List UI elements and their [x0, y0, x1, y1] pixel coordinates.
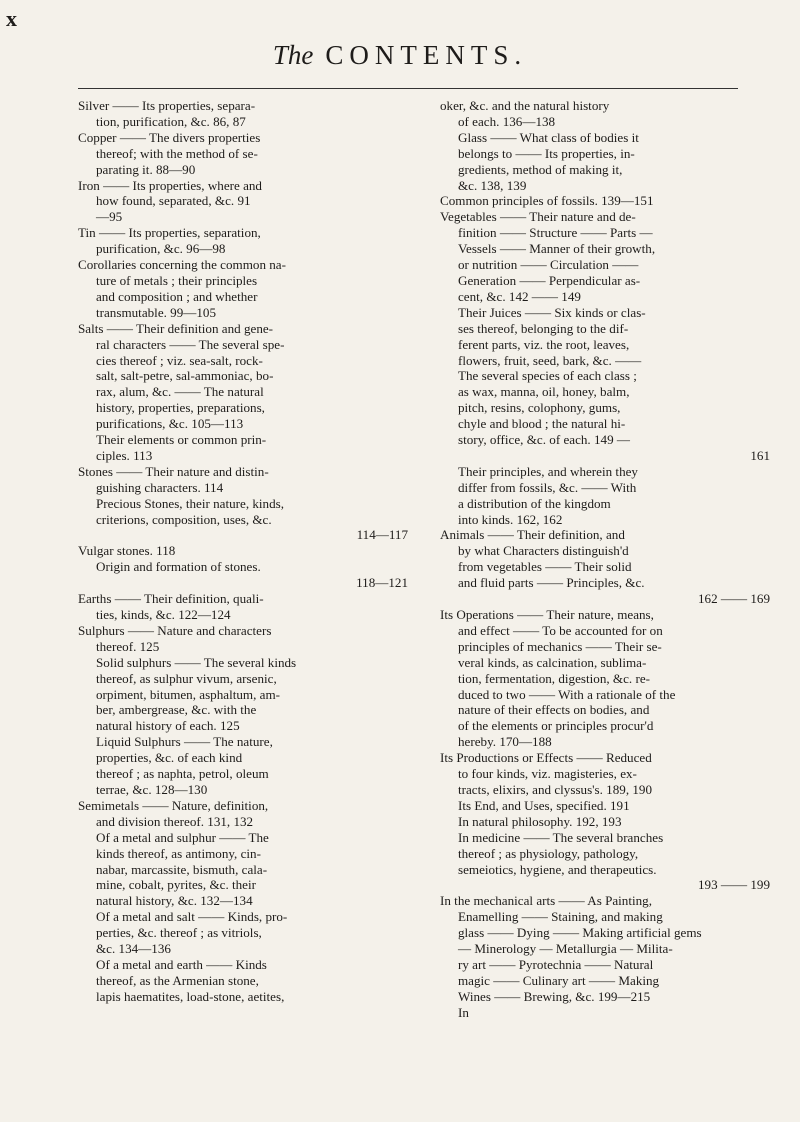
contents-line: as wax, manna, oil, honey, balm, — [458, 384, 630, 400]
contents-line: properties, &c. of each kind — [96, 750, 243, 766]
contents-line: Their Juices —— Six kinds or clas- — [458, 304, 646, 320]
contents-line: Liquid Sulphurs —— The nature, — [96, 734, 273, 750]
contents-left-column — [78, 98, 408, 1005]
contents-line: &c. 138, 139 — [458, 177, 527, 193]
contents-line: ry art —— Pyrotechnia —— Natural — [458, 956, 654, 972]
contents-entry — [78, 130, 408, 178]
contents-line: In natural philosophy. 192, 193 — [458, 813, 622, 829]
corner-mark: x — [6, 6, 17, 31]
contents-line: principles of mechanics —— Their se- — [458, 638, 662, 654]
contents-line: ses thereof, belonging to the dif- — [458, 320, 629, 336]
contents-line: Silver —— Its properties, separa- — [78, 98, 256, 113]
contents-line: thereof ; as physiology, pathology, — [458, 845, 639, 861]
contents-line: story, office, &c. of each. 149 — — [458, 432, 630, 448]
contents-line: Of a metal and salt —— Kinds, pro- — [96, 909, 288, 925]
contents-line: Its End, and Uses, specified. 191 — [458, 797, 630, 813]
contents-line: by what Characters distinguish'd — [458, 543, 629, 559]
contents-line: ciples. 113 — [96, 447, 153, 463]
contents-line: In — [458, 1004, 469, 1020]
contents-entry — [78, 178, 408, 226]
contents-line: from vegetables —— Their solid — [458, 559, 632, 575]
contents-line: purification, &c. 96—98 — [96, 241, 226, 257]
contents-line: Animals —— Their definition, and — [440, 527, 625, 543]
contents-entry — [440, 193, 770, 209]
contents-line: or nutrition —— Circulation —— — [458, 257, 639, 273]
contents-line: ties, kinds, &c. 122—124 — [96, 607, 231, 622]
contents-line: Tin —— Its properties, separation, — [78, 225, 261, 241]
contents-line: Their principles, and wherein they — [458, 463, 638, 479]
contents-line: cies thereof ; viz. sea-salt, rock- — [96, 352, 263, 368]
contents-line: and fluid parts —— Principles, &c. — [458, 575, 645, 591]
contents-line: tracts, elixirs, and clyssus's. 189, 190 — [458, 781, 653, 797]
contents-line: 118—121 — [356, 575, 408, 591]
contents-line: Corollaries concerning the common na- — [78, 257, 286, 273]
contents-line: nabar, marcassite, bismuth, cala- — [96, 861, 268, 877]
running-head — [0, 40, 800, 71]
contents-line: chyle and blood ; the natural hi- — [458, 416, 626, 432]
contents-line: 193 —— 199 — [697, 877, 770, 893]
contents-entry — [78, 591, 408, 623]
contents-line: perties, &c. thereof ; as vitriols, — [96, 925, 262, 941]
contents-entry — [440, 607, 770, 750]
contents-line: hereby. 170—188 — [458, 734, 552, 750]
contents-line: 161 — [750, 447, 770, 463]
contents-entry — [78, 798, 408, 1005]
contents-line: Glass —— What class of bodies it — [458, 129, 639, 145]
contents-line: Vessels —— Manner of their growth, — [458, 241, 656, 257]
contents-line: The several species of each class ; — [458, 368, 637, 384]
contents-line: criterions, composition, uses, &c. — [96, 511, 272, 527]
contents-line: lapis haematites, load-stone, aetites, — [96, 988, 285, 1004]
contents-line: Common principles of fossils. 139—151 — [440, 193, 654, 209]
contents-line: parating it. 88—90 — [96, 161, 196, 177]
contents-entry — [78, 543, 408, 591]
contents-line: duced to two —— With a rationale of the — [458, 686, 676, 702]
contents-line: to four kinds, viz. magisteries, ex- — [458, 766, 637, 782]
contents-entry — [440, 209, 770, 527]
contents-line: natural history of each. 125 — [96, 718, 240, 734]
contents-line: Enamelling —— Staining, and making — [458, 909, 663, 925]
contents-line: transmutable. 99—105 — [96, 304, 217, 320]
contents-line: semeiotics, hygiene, and therapeutics. — [458, 861, 657, 877]
contents-line: ture of metals ; their principles — [96, 272, 258, 288]
contents-line: guishing characters. 114 — [96, 479, 224, 495]
contents-line: a distribution of the kingdom — [458, 495, 611, 511]
contents-line: —95 — [96, 209, 123, 225]
contents-line: magic —— Culinary art —— Making — [458, 972, 660, 988]
contents-line: into kinds. 162, 162 — [458, 511, 563, 527]
contents-line: &c. 134—136 — [96, 941, 171, 957]
contents-line: Copper —— The divers properties — [78, 129, 261, 145]
contents-line: Earths —— Their definition, quali- — [78, 591, 264, 607]
contents-line: thereof, as the Armenian stone, — [96, 972, 259, 988]
contents-line: history, properties, preparations, — [96, 400, 265, 416]
contents-line: thereof; with the method of se- — [96, 145, 258, 161]
contents-line: thereof ; as naphta, petrol, oleum — [96, 766, 269, 782]
contents-line: glass —— Dying —— Making artificial gems — [458, 925, 702, 941]
contents-line: Vegetables —— Their nature and de- — [440, 209, 636, 225]
contents-line: and division thereof. 131, 132 — [96, 813, 254, 829]
contents-right-column — [440, 98, 770, 1021]
contents-line: Wines —— Brewing, &c. 199—215 — [458, 988, 651, 1004]
contents-entry — [78, 321, 408, 464]
contents-line: natural history, &c. 132—134 — [96, 893, 253, 909]
contents-line: veral kinds, as calcination, sublima- — [458, 654, 647, 670]
header-rule — [78, 88, 738, 89]
contents-line: and composition ; and whether — [96, 288, 258, 304]
contents-entry — [440, 750, 770, 893]
running-head-the: The — [272, 40, 314, 70]
contents-line: Solid sulphurs —— The several kinds — [96, 654, 297, 670]
contents-line: oker, &c. and the natural history — [440, 98, 610, 113]
contents-line: and effect —— To be accounted for on — [458, 622, 663, 638]
contents-entry — [440, 527, 770, 607]
contents-entry — [78, 98, 408, 130]
contents-line: Vulgar stones. 118 — [78, 543, 176, 559]
contents-line: of each. 136—138 — [458, 113, 556, 129]
contents-line: 114—117 — [356, 527, 408, 543]
contents-line: nature of their effects on bodies, and — [458, 702, 650, 718]
contents-line: cent, &c. 142 —— 149 — [458, 288, 581, 304]
contents-line: tion, purification, &c. 86, 87 — [96, 113, 246, 129]
contents-line: gredients, method of making it, — [458, 161, 623, 177]
contents-line: belongs to —— Its properties, in- — [458, 145, 635, 161]
contents-line: 162 —— 169 — [697, 591, 770, 607]
contents-line: In the mechanical arts —— As Painting, — [440, 893, 652, 909]
running-head-title: CONTENTS. — [325, 40, 528, 70]
contents-entry — [78, 623, 408, 798]
contents-line: Origin and formation of stones. — [96, 559, 261, 575]
contents-line: Its Productions or Effects —— Reduced — [440, 750, 652, 766]
contents-line: In medicine —— The several branches — [458, 829, 664, 845]
contents-line: orpiment, bitumen, asphaltum, am- — [96, 686, 281, 702]
contents-line: ferent parts, viz. the root, leaves, — [458, 336, 630, 352]
contents-line: Of a metal and sulphur —— The — [96, 829, 269, 845]
contents-line: flowers, fruit, seed, bark, &c. —— — [458, 352, 642, 368]
contents-line: rax, alum, &c. —— The natural — [96, 384, 264, 400]
contents-line: Stones —— Their nature and distin- — [78, 463, 269, 479]
contents-line: tion, fermentation, digestion, &c. re- — [458, 670, 650, 686]
contents-line: ber, ambergrease, &c. with the — [96, 702, 257, 718]
contents-line: salt, salt-petre, sal-ammoniac, bo- — [96, 368, 274, 384]
contents-line: mine, cobalt, pyrites, &c. their — [96, 877, 256, 893]
contents-entry — [78, 464, 408, 544]
contents-line: Of a metal and earth —— Kinds — [96, 956, 267, 972]
contents-entry — [78, 257, 408, 321]
contents-entry — [440, 98, 770, 193]
contents-line: ral characters —— The several spe- — [96, 336, 285, 352]
contents-entry — [440, 893, 770, 1020]
contents-line: Sulphurs —— Nature and characters — [78, 622, 272, 638]
contents-line: how found, separated, &c. 91 — [96, 193, 251, 209]
contents-line: purifications, &c. 105—113 — [96, 416, 244, 432]
contents-line: Precious Stones, their nature, kinds, — [96, 495, 285, 511]
contents-line: Generation —— Perpendicular as- — [458, 272, 641, 288]
contents-line: kinds thereof, as antimony, cin- — [96, 845, 261, 861]
contents-line: Their elements or common prin- — [96, 432, 267, 448]
contents-line: Salts —— Their definition and gene- — [78, 320, 274, 336]
contents-line: finition —— Structure —— Parts — — [458, 225, 653, 241]
contents-line: pitch, resins, colophony, gums, — [458, 400, 621, 416]
contents-line: differ from fossils, &c. —— With — [458, 479, 637, 495]
contents-line: Iron —— Its properties, where and — [78, 177, 262, 193]
contents-line: thereof. 125 — [96, 638, 160, 654]
contents-line: thereof, as sulphur vivum, arsenic, — [96, 670, 277, 686]
contents-line: terrae, &c. 128—130 — [96, 781, 208, 797]
contents-line: — Minerology — Metallurgia — Milita- — [458, 941, 673, 957]
contents-line: Semimetals —— Nature, definition, — [78, 797, 269, 813]
contents-line: of the elements or principles procur'd — [458, 718, 654, 734]
contents-line: Its Operations —— Their nature, means, — [440, 607, 654, 622]
contents-entry — [78, 225, 408, 257]
